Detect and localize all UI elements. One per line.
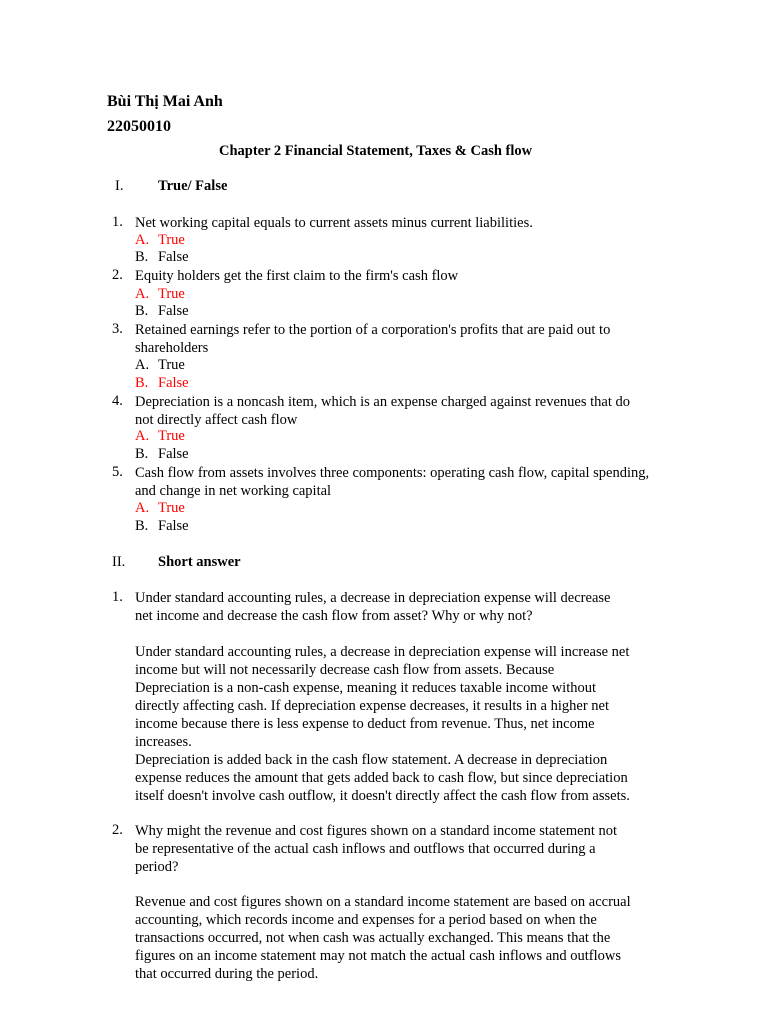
question-text [135, 393, 630, 429]
question-line: shareholders [135, 340, 209, 356]
option-text-selected: True [158, 286, 185, 302]
question-text [135, 321, 610, 357]
answer-line: figures on an income statement may not match the actual cash inflows and outflows [135, 948, 622, 964]
question-line: Depreciation is a noncash item, which is an expense charged against revenues that do [135, 394, 630, 410]
option-text: False [158, 303, 189, 319]
question-line: Why might the revenue and cost figures shown on a standard income statement not [135, 823, 617, 839]
answer-line: increases. [135, 734, 192, 750]
section-1-number: I. [115, 178, 124, 194]
option-letter: B. [135, 375, 149, 391]
question-number: 1. [112, 214, 123, 230]
question-line: Under standard accounting rules, a decrease in depreciation expense will decrease [135, 590, 611, 606]
question-line: Retained earnings refer to the portion of a corporation's profits that are paid out to [135, 322, 611, 338]
answer-line: Under standard accounting rules, a decrease in depreciation expense will increase net [135, 644, 630, 660]
option-letter: A. [135, 428, 150, 444]
answer-line: expense reduces the amount that gets added back to cash flow, but since depreciation [135, 770, 628, 786]
answer-paragraph [135, 643, 630, 805]
option-letter: B. [135, 249, 149, 265]
question-text [135, 464, 649, 500]
question-number: 5. [112, 464, 123, 480]
question-text [135, 822, 617, 876]
option-letter: B. [135, 303, 149, 319]
question-text [135, 589, 610, 625]
student-name: Bùi Thị Mai Anh [107, 93, 223, 110]
answer-line: Depreciation is added back in the cash flow statement. A decrease in depreciation [135, 752, 608, 768]
question-line: period? [135, 859, 179, 875]
answer-line: Depreciation is a non-cash expense, meaning it reduces taxable income without [135, 680, 597, 696]
option-letter: B. [135, 446, 149, 462]
section-2-number: II. [112, 554, 126, 570]
answer-line: transactions occurred, not when cash was actually exchanged. This means that the [135, 930, 611, 946]
answer-line: accounting, which records income and expenses for a period based on when the [135, 912, 597, 928]
option-text: True [158, 357, 185, 373]
option-letter: B. [135, 518, 149, 534]
option-letter: A. [135, 232, 150, 248]
question-text [135, 267, 458, 285]
question-line: Equity holders get the first claim to the firm's cash flow [135, 268, 459, 284]
option-text-selected: True [158, 428, 185, 444]
question-line: Net working capital equals to current assets minus current liabilities. [135, 215, 533, 231]
question-line: Cash flow from assets involves three components: operating cash flow, capital spending, [135, 465, 650, 481]
option-letter: A. [135, 357, 150, 373]
section-1-title: True/ False [158, 178, 228, 194]
option-text-selected: False [158, 375, 189, 391]
answer-line: directly affecting cash. If depreciation expense decreases, it results in a higher net [135, 698, 610, 714]
option-text: False [158, 446, 189, 462]
question-text [135, 214, 533, 232]
chapter-title: Chapter 2 Financial Statement, Taxes & Cash flow [219, 143, 533, 159]
question-number: 2. [112, 822, 123, 838]
question-line: net income and decrease the cash flow from asset? Why or why not? [135, 608, 533, 624]
option-letter: A. [135, 500, 150, 516]
option-letter: A. [135, 286, 150, 302]
answer-line: that occurred during the period. [135, 966, 319, 982]
question-line: not directly affect cash flow [135, 412, 298, 428]
question-line: be representative of the actual cash inflows and outflows that occurred during a [135, 841, 596, 857]
answer-line: Revenue and cost figures shown on a standard income statement are based on accrual [135, 894, 631, 910]
option-text: False [158, 518, 189, 534]
student-id: 22050010 [107, 118, 171, 135]
question-line: and change in net working capital [135, 483, 332, 499]
option-text-selected: True [158, 232, 185, 248]
section-2-title: Short answer [158, 554, 241, 570]
option-text: False [158, 249, 189, 265]
answer-line: income because there is less expense to deduct from revenue. Thus, net income [135, 716, 595, 732]
question-number: 1. [112, 589, 123, 605]
question-number: 3. [112, 321, 123, 337]
question-number: 4. [112, 393, 123, 409]
answer-line: itself doesn't involve cash outflow, it doesn't directly affect the cash flow from assets. [135, 788, 630, 804]
option-text-selected: True [158, 500, 185, 516]
answer-line: income but will not necessarily decrease cash flow from assets. Because [135, 662, 555, 678]
question-number: 2. [112, 267, 123, 283]
answer-paragraph [135, 893, 631, 983]
